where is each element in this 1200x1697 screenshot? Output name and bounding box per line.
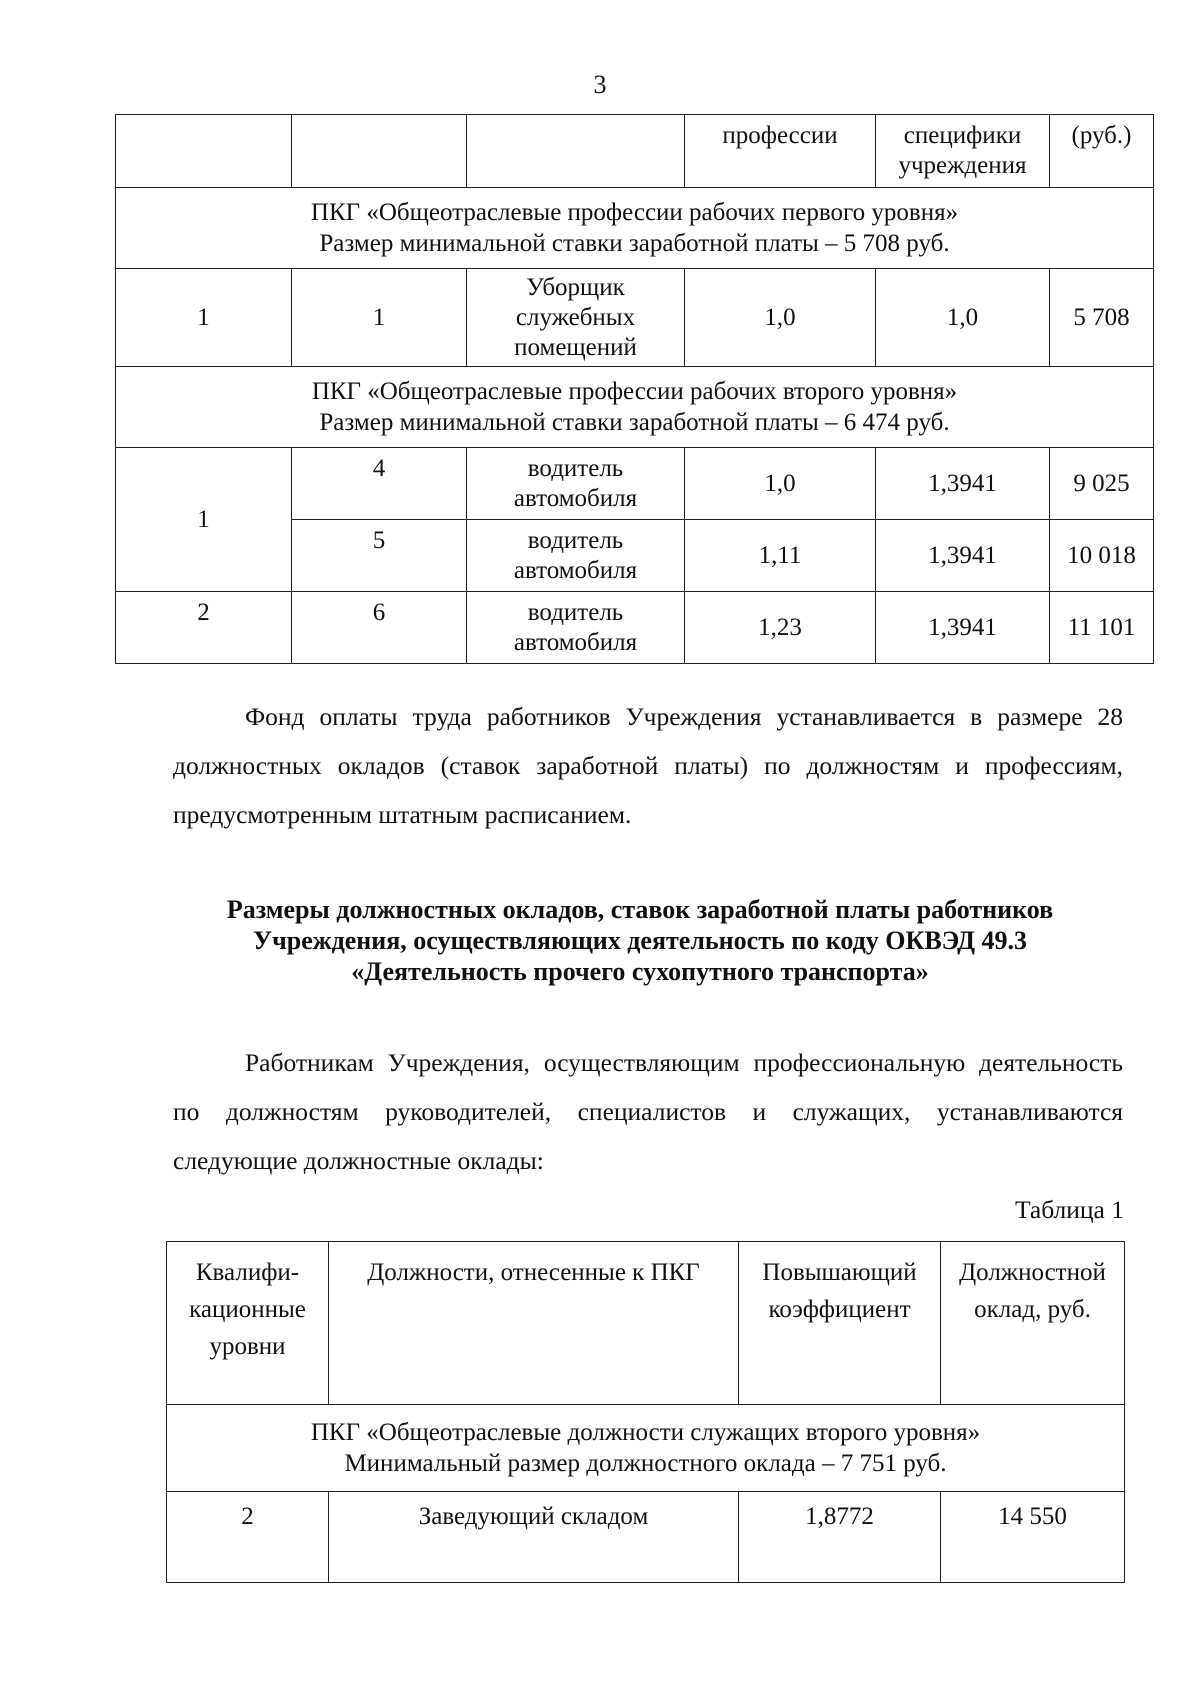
paragraph-payroll-fund: Фонд оплаты труда работников Учреждения устанавливается в размере 28 должностных окладов (ставок заработной платы) по должностям и профессиям, предусмотренным штатным расписанием. [173,702,1123,829]
coefficient-specifics: 1,0 [876,269,1050,367]
header-cell [292,115,467,188]
table-row [116,269,1154,367]
table-caption: Таблица 1 [1014,1195,1124,1224]
coefficient: 1,8772 [739,1492,941,1583]
group-title: ПКГ «Общеотраслевые профессии рабочих второго уровня» Размер минимальной ставки заработной платы – 6 474 руб. [116,367,1154,448]
header-positions: Должности, отнесенные к ПКГ [329,1242,739,1405]
header-salary: Должностной оклад, руб. [941,1242,1125,1405]
section-heading: Размеры должностных окладов, ставок заработной платы работников Учреждения, осуществляющих деятельность по коду ОКВЭД 49.3 «Деятельность прочего сухопутного транспорта» [226,895,1054,986]
grade: 4 [292,448,467,520]
position: Заведующий складом [329,1492,739,1583]
qualification-level: 1 [116,448,292,592]
header-coefficient: Повышающий коэффициент [739,1242,941,1405]
table-row [116,592,1154,664]
position: Уборщик служебных помещений [467,269,685,367]
salary: 5 708 [1050,269,1154,367]
header-cell: (руб.) [1050,115,1154,188]
salary: 14 550 [941,1492,1125,1583]
paragraph-salaries-intro: Работникам Учреждения, осуществляющим профессиональную деятельность по должностям руководителей, специалистов и служащих, устанавливаются следующие должностные оклады: [173,1048,1123,1175]
coefficient-specifics: 1,3941 [876,520,1050,592]
group-row [116,188,1154,269]
grade: 1 [292,269,467,367]
coefficient-profession: 1,0 [685,269,876,367]
coefficient-specifics: 1,3941 [876,592,1050,664]
grade: 5 [292,520,467,592]
header-levels: Квалифи-кационные уровни [167,1242,329,1405]
salary-table-employees [166,1241,1125,1583]
group-title: ПКГ «Общеотраслевые должности служащих второго уровня» Минимальный размер должностного оклада – 7 751 руб. [167,1405,1125,1492]
table-header-row [116,115,1154,188]
salary: 9 025 [1050,448,1154,520]
salary: 11 101 [1050,592,1154,664]
position: водитель автомобиля [467,592,685,664]
header-cell [467,115,685,188]
qualification-level: 2 [167,1492,329,1583]
page-number: 3 [593,70,607,99]
coefficient-profession: 1,11 [685,520,876,592]
group-row [167,1405,1125,1492]
coefficient-specifics: 1,3941 [876,448,1050,520]
qualification-level: 2 [116,592,292,664]
position: водитель автомобиля [467,520,685,592]
header-cell [116,115,292,188]
salary: 10 018 [1050,520,1154,592]
table-row [167,1492,1125,1583]
table-row [116,448,1154,520]
salary-table-workers [115,114,1154,664]
table-header-row [167,1242,1125,1405]
group-row [116,367,1154,448]
header-cell: специфики учреждения [876,115,1050,188]
grade: 6 [292,592,467,664]
qualification-level: 1 [116,269,292,367]
coefficient-profession: 1,23 [685,592,876,664]
group-title: ПКГ «Общеотраслевые профессии рабочих первого уровня» Размер минимальной ставки заработной платы – 5 708 руб. [116,188,1154,269]
coefficient-profession: 1,0 [685,448,876,520]
header-cell: профессии [685,115,876,188]
position: водитель автомобиля [467,448,685,520]
